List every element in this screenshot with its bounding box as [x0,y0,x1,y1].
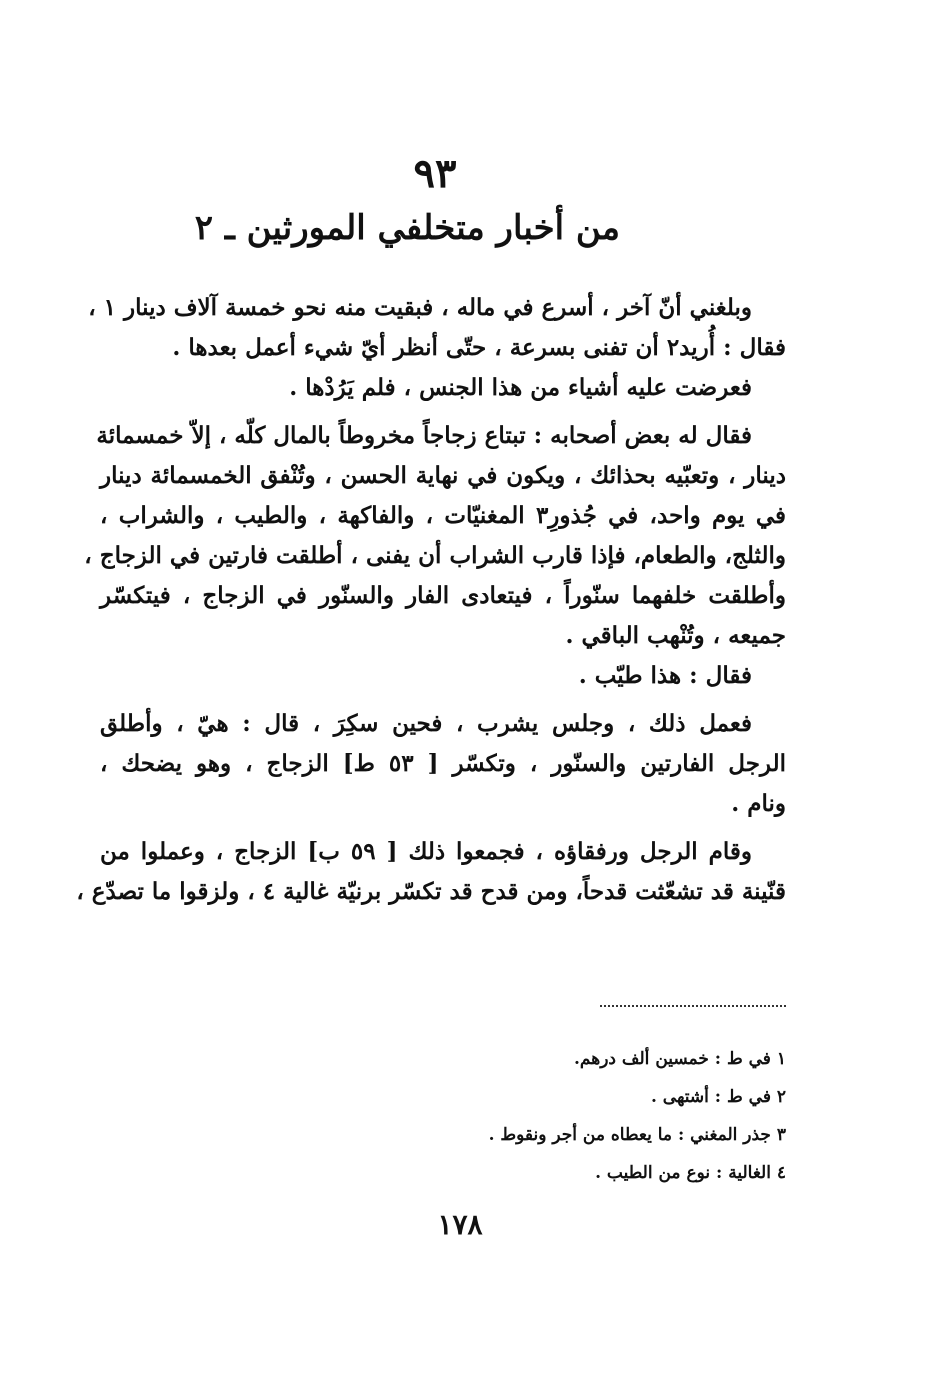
footnote: ٤ الغالية : نوع من الطيب . [595,1163,786,1183]
text-line: فقال : أُريد٢ أن تفنى بسرعة ، حتّى أنظر أيّ شيء أعمل بعدها . [172,334,786,361]
text-line: ونام . [731,790,786,817]
body-text [76,288,786,912]
text-line: فعمل ذلك ، وجلس يشرب ، فحين سكِرَ ، قال : هيّ ، وأطلق [100,710,752,737]
text-line: فقال : هذا طيّب . [578,662,752,689]
chapter-title: من أخبار متخلفي المورثين ـ ٢ [194,208,620,248]
chapter-number: ٩٣ [413,150,457,197]
footnote: ٣ جذر المغني : ما يعطاه من أجر ونقوط . [488,1125,786,1145]
text-line: وقام الرجل ورفقاؤه ، فجمعوا ذلك [ ٥٩ ب] الزجاج ، وعملوا من [100,838,752,865]
text-line: قنّينة قد تشعّثت قدحاً، ومن قدح قد تكسّر برنيّة غالية ٤ ، ولزقوا ما تصدّع ، [76,878,786,905]
text-line: الرجل الفارتين والسنّور ، وتكسّر [ ٥٣ ط] الزجاج ، وهو يضحك ، [100,750,786,777]
footnote: ٢ في ط : أشتهى . [650,1087,786,1107]
text-line: والثلج، والطعام، فإذا قارب الشراب أن يفنى ، أطلقت فارتين في الزجاج ، [84,542,786,569]
text-line: فقال له بعض أصحابه : تبتاع زجاجاً مخروطاً بالمال كلّه ، إلاّ خمسمائة [96,422,752,449]
footnote: ١ في ط : خمسين ألف درهم. [574,1049,786,1069]
text-line: دينار ، وتعبّيه بحذائك ، ويكون في نهاية الحسن ، وتُنْفق الخمسمائة دينار [100,462,786,489]
page-number: ١٧٨ [437,1208,483,1241]
text-line: فعرضت عليه أشياء من هذا الجنس ، فلم يَرُدْها . [289,374,752,401]
text-line: في يوم واحد، في جُذورِ٣ المغنيّات ، والفاكهة ، والطيب ، والشراب ، [100,502,786,529]
text-line: جميعه ، وتُنْهب الباقي . [565,622,786,649]
text-line: وبلغني أنّ آخر ، أسرع في ماله ، فبقيت منه نحو خمسة آلاف دينار ١ ، [88,294,752,321]
text-line: وأطلقت خلفهما سنّوراً ، فيتعادى الفار والسنّور في الزجاج ، فيتكسّر [100,582,786,609]
footnotes [300,1040,786,1192]
footnote-divider [600,1005,786,1007]
